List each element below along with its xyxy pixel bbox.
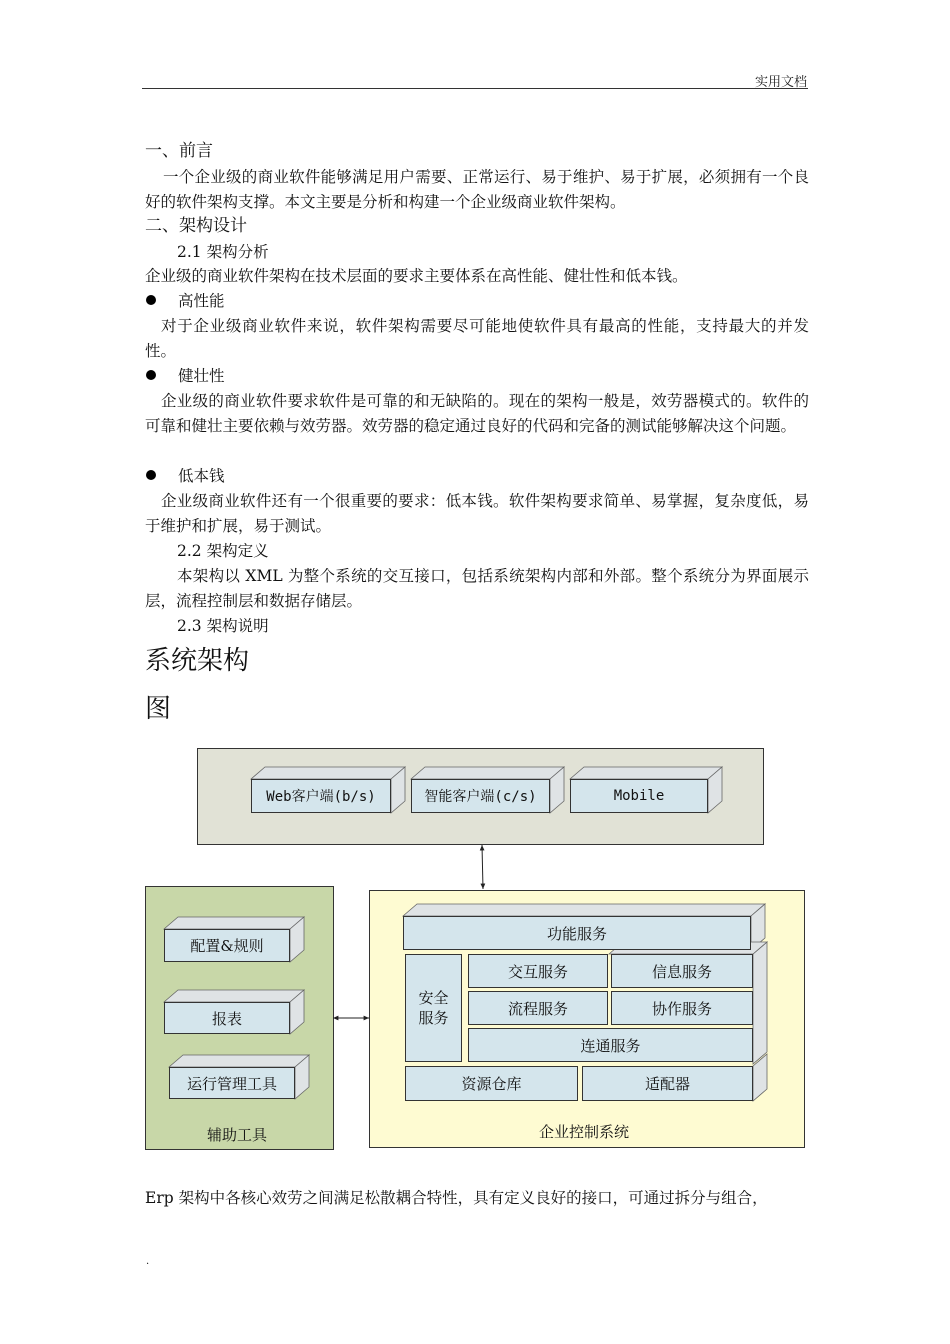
box-depth [164, 990, 304, 1002]
service-label: 协作服务 [651, 999, 712, 1018]
section-2-2-title: 2.2 架构定义 [177, 542, 269, 560]
section-2-3-title: 2.3 架构说明 [177, 617, 269, 635]
tool-box-report [164, 1002, 290, 1034]
resource-repo-box [405, 1066, 578, 1101]
bullet-1-text: 对于企业级商业软件来说，软件架构需要尽可能地使软件具有最高的性能，支持最大的并发性。 [145, 317, 809, 360]
adapter-label: 适配器 [644, 1075, 690, 1093]
client-box-smart [411, 779, 550, 813]
enterprise-panel-label: 企业控制系统 [539, 1123, 630, 1141]
page-header-label: 实用文档 [754, 75, 807, 90]
client-box-web [251, 779, 391, 813]
adapter-box [582, 1066, 753, 1101]
box-depth [169, 1055, 309, 1067]
section-1-title: 一、前言 [145, 141, 213, 161]
client-label: 智能客户端(c/s) [424, 789, 537, 805]
security-service-label: 安全 服务 [418, 989, 449, 1027]
bullet-2-title: 健壮性 [178, 367, 225, 385]
section-2-title: 二、架构设计 [145, 216, 247, 236]
section-2-1-title: 2.1 架构分析 [177, 243, 269, 261]
service-box-process [468, 991, 608, 1025]
section-1-text: 一个企业级的商业软件能够满足用户需要、正常运行、易于维护、易于扩展，必须拥有一个良好的软件架构支撑。本文主要是分析和构建一个企业级商业软件架构。 [145, 168, 809, 211]
service-label: 流程服务 [507, 999, 568, 1018]
box-depth [164, 917, 304, 929]
page-footer-dot: . [146, 1256, 150, 1267]
tool-label: 运行管理工具 [186, 1074, 277, 1093]
func-service-label: 功能服务 [546, 924, 607, 943]
client-label: Web客户端(b/s) [266, 789, 376, 805]
client-box-mobile [570, 779, 708, 813]
service-box-info [611, 954, 753, 988]
figure-title-line-1: 系统架构 [145, 646, 250, 676]
bullet-3-text: 企业级商业软件还有一个很重要的要求：低本钱。软件架构要求简单、易掌握，复杂度低，易于维护和扩展，易于测试。 [145, 492, 809, 535]
service-box-collab [611, 991, 753, 1025]
box-depth [570, 767, 722, 779]
connect-service-label: 连通服务 [580, 1036, 641, 1055]
security-service-box [405, 954, 462, 1062]
func-service-box [403, 916, 751, 950]
erp-text: Erp 架构中各核心效劳之间满足松散耦合特性，具有定义良好的接口，可通过拆分与组合， [145, 1189, 768, 1207]
connect-service-box [468, 1028, 753, 1062]
section-2-2-text: 本架构以 XML 为整个系统的交互接口，包括系统架构内部和外部。整个系统分为界面展示层，流程控制层和数据存储层。 [145, 567, 809, 610]
section-2-1-text: 企业级的商业软件架构在技术层面的要求主要体系在高性能、健壮性和低本钱。 [145, 267, 688, 285]
connector-arrow [482, 845, 483, 889]
bullet-3-title: 低本钱 [178, 467, 225, 485]
service-label: 交互服务 [507, 962, 568, 981]
tool-box-config [164, 929, 290, 962]
resource-repo-label: 资源仓库 [461, 1075, 522, 1093]
service-label: 信息服务 [651, 962, 712, 981]
box-depth [251, 767, 405, 779]
box-depth [403, 904, 765, 916]
box-depth [411, 767, 564, 779]
tool-box-ops [169, 1067, 295, 1099]
bullet-1-title: 高性能 [178, 292, 225, 310]
tools-panel-label: 辅助工具 [207, 1126, 268, 1144]
tool-label: 配置&规则 [190, 937, 264, 955]
box-depth [753, 942, 767, 1064]
client-label: Mobile [613, 788, 665, 804]
service-box-interaction [468, 954, 608, 988]
bullet-2-text: 企业级的商业软件要求软件是可靠的和无缺陷的。现在的架构一般是，效劳器模式的。软件的可靠和健壮主要依赖与效劳器。效劳器的稳定通过良好的代码和完备的测试能够解决这个问题。 [145, 392, 809, 435]
figure-title-line-2: 图 [145, 694, 172, 724]
tool-label: 报表 [211, 1009, 242, 1028]
